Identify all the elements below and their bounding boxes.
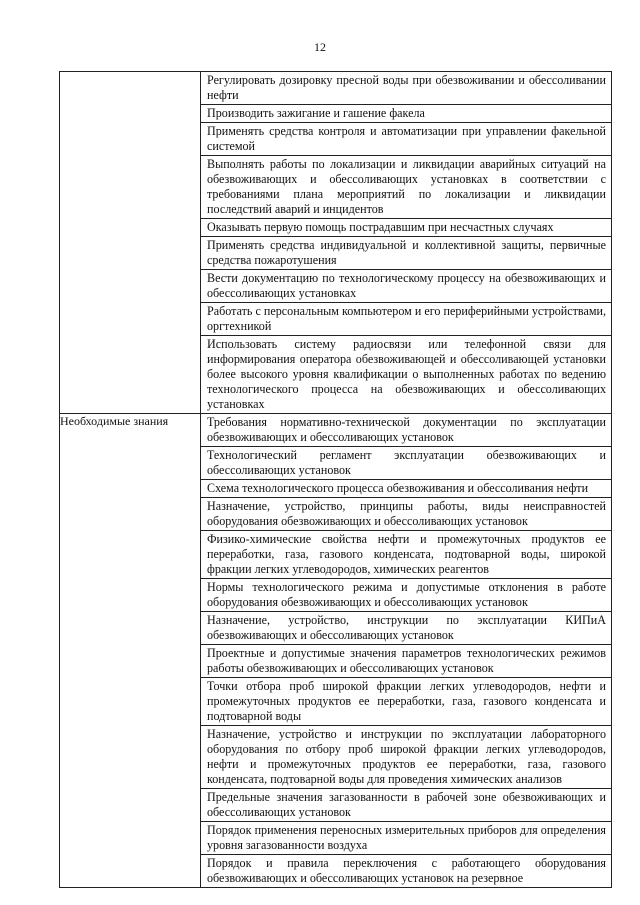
skill-item: Производить зажигание и гашение факела bbox=[201, 105, 611, 123]
knowledge-item: Схема технологического процесса обезвоживания и обессоливания нефти bbox=[201, 480, 611, 498]
knowledge-item: Назначение, устройство, принципы работы, виды неисправностей оборудования обезвоживающих и обессоливающих установок bbox=[201, 498, 611, 531]
knowledge-item: Точки отбора проб широкой фракции легких углеводородов, нефти и промежуточных продуктов ее переработки, газа, газового конденсата и подтоварной воды bbox=[201, 678, 611, 726]
page-number: 12 bbox=[314, 40, 326, 54]
knowledge-item: Назначение, устройство, инструкции по эксплуатации КИПиА обезвоживающих и обессоливающих установок bbox=[201, 612, 611, 645]
knowledge-item: Порядок и правила переключения с работающего оборудования обезвоживающих и обессоливающих установок на резервное bbox=[207, 856, 606, 885]
skills-items-cell bbox=[201, 72, 612, 414]
skill-item: Выполнять работы по локализации и ликвидации аварийных ситуаций на обезвоживающих и обессоливающих установках в соответствии с требованиями плана мероприятий по локализации и ликвидации последствий аварий и инцидентов bbox=[201, 156, 611, 219]
knowledge-table-row bbox=[60, 414, 612, 888]
skill-item: Работать с персональным компьютером и его периферийными устройствами, оргтехникой bbox=[201, 303, 611, 336]
skill-item: Вести документацию по технологическому процессу на обезвоживающих и обессоливающих установках bbox=[201, 270, 611, 303]
skills-label-cell bbox=[60, 72, 201, 414]
skill-item: Использовать систему радиосвязи или телефонной связи для информирования оператора обезвоживающей и обессоливающей установки более высокого уровня квалификации о выполненных работах по ведению технологического процесса на обезвоживающих и обессоливающих установках bbox=[207, 337, 606, 411]
knowledge-item: Проектные и допустимые значения параметров технологических режимов работы обезвоживающих и обессоливающих установок bbox=[201, 645, 611, 678]
knowledge-item: Физико-химические свойства нефти и промежуточных продуктов ее переработки, газа, газового конденсата, подтоварной воды, широкой фракции легких углеводородов, химических реагентов bbox=[201, 531, 611, 579]
knowledge-item: Назначение, устройство и инструкции по эксплуатации лабораторного оборудования по отбору проб широкой фракции легких углеводородов, нефти и промежуточных продуктов ее переработки, газа, газового конденсата, подтоварной воды для проведения химических анализов bbox=[201, 726, 611, 789]
knowledge-items-cell bbox=[201, 414, 612, 888]
skill-item: Применять средства индивидуальной и коллективной защиты, первичные средства пожаротушения bbox=[201, 237, 611, 270]
knowledge-item: Требования нормативно-технической документации по эксплуатации обезвоживающих и обессоливающих установок bbox=[201, 414, 611, 447]
skill-item: Применять средства контроля и автоматизации при управлении факельной системой bbox=[201, 123, 611, 156]
skills-table-row bbox=[60, 72, 612, 414]
knowledge-item: Порядок применения переносных измерительных приборов для определения уровня загазованности воздуха bbox=[201, 822, 611, 855]
knowledge-item: Нормы технологического режима и допустимые отклонения в работе оборудования обезвоживающих и обессоливающих установок bbox=[201, 579, 611, 612]
knowledge-item: Предельные значения загазованности в рабочей зоне обезвоживающих и обессоливающих установок bbox=[201, 789, 611, 822]
skill-item: Регулировать дозировку пресной воды при обезвоживании и обессоливании нефти bbox=[201, 72, 611, 105]
skill-item: Оказывать первую помощь пострадавшим при несчастных случаях bbox=[201, 219, 611, 237]
competency-table bbox=[59, 71, 612, 888]
knowledge-label-cell: Необходимые знания bbox=[60, 414, 201, 888]
knowledge-item: Технологический регламент эксплуатации обезвоживающих и обессоливающих установок bbox=[201, 447, 611, 480]
